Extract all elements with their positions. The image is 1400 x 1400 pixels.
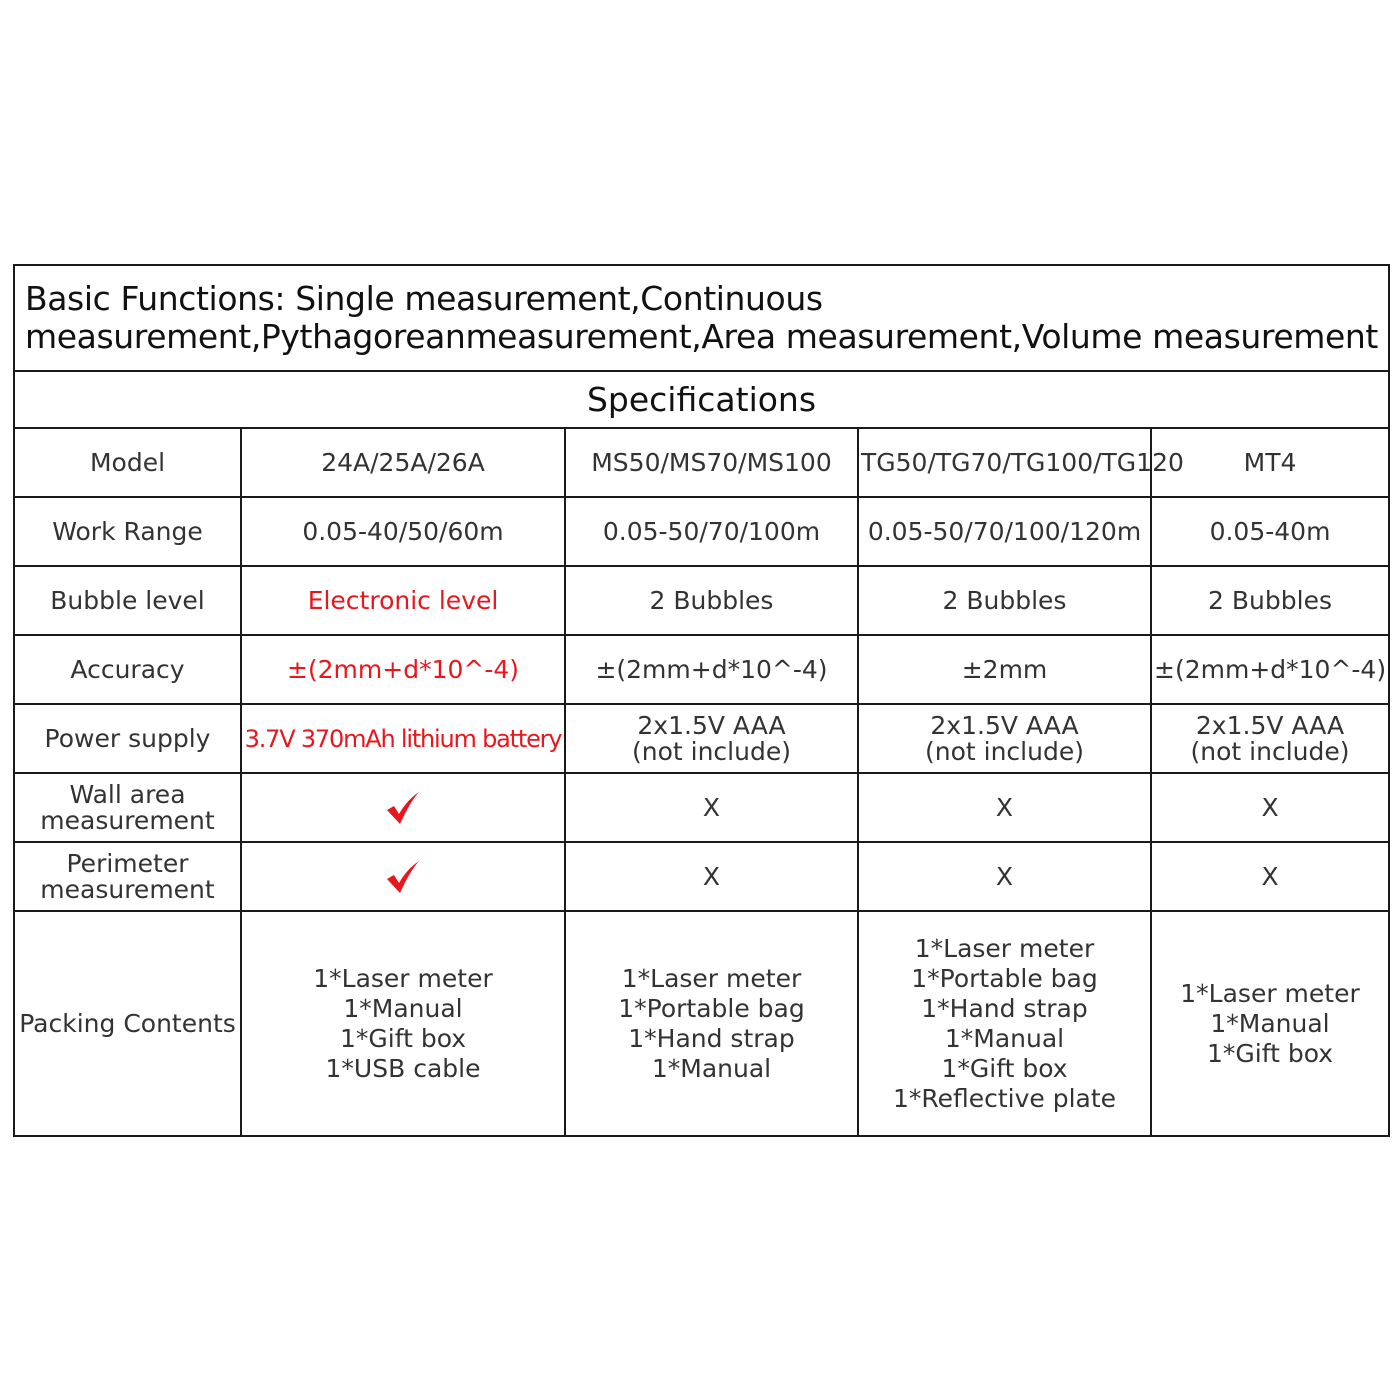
cell-perimeter-mt4: X [1151,842,1389,911]
packing-item: 1*Laser meter [313,963,493,993]
row-label-model: Model [14,428,241,497]
cell-packing-24a [241,911,565,1136]
specifications-title-row [14,371,1389,428]
row-label-wall-area: Wall area measurement [14,773,241,842]
cell-model-tg50: TG50/TG70/TG100/TG120 [858,428,1151,497]
table-row-model [14,428,1389,497]
cell-accuracy-24a: ±(2mm+d*10^-4) [241,635,565,704]
cell-packing-ms50 [565,911,858,1136]
cell-wall-area-mt4: X [1151,773,1389,842]
table-row-work-range [14,497,1389,566]
cell-bubble-level-ms50: 2 Bubbles [565,566,858,635]
row-label-perimeter: Perimeter measurement [14,842,241,911]
packing-item: 1*Manual [651,1053,772,1083]
cell-model-24a: 24A/25A/26A [241,428,565,497]
packing-item: 1*Gift box [339,1023,467,1053]
basic-functions-text: Basic Functions: Single measurement,Continuous measurement,Pythagoreanmeasurement,Area measurement,Volume measurement [14,265,1389,371]
packing-item: 1*Hand strap [921,993,1088,1023]
cell-bubble-level-tg50: 2 Bubbles [858,566,1151,635]
cell-power-supply-24a: 3.7V 370mAh lithium battery [241,704,565,773]
table-row-accuracy [14,635,1389,704]
cell-perimeter-ms50: X [565,842,858,911]
packing-item: 1*Portable bag [618,993,805,1023]
cell-packing-tg50 [858,911,1151,1136]
packing-item: 1*Laser meter [1180,978,1360,1008]
packing-item: 1*USB cable [325,1053,481,1083]
check-icon [241,842,565,911]
cell-wall-area-tg50: X [858,773,1151,842]
check-icon [241,773,565,842]
cell-power-supply-mt4: 2x1.5V AAA (not include) [1151,704,1389,773]
table-row-packing-contents [14,911,1389,1136]
cell-wall-area-ms50: X [565,773,858,842]
row-label-packing-contents: Packing Contents [14,911,241,1136]
packing-item: 1*Manual [944,1023,1065,1053]
cell-work-range-ms50: 0.05-50/70/100m [565,497,858,566]
cell-model-ms50: MS50/MS70/MS100 [565,428,858,497]
cell-bubble-level-mt4: 2 Bubbles [1151,566,1389,635]
packing-item: 1*Gift box [1206,1038,1334,1068]
cell-work-range-24a: 0.05-40/50/60m [241,497,565,566]
row-label-work-range: Work Range [14,497,241,566]
row-label-power-supply: Power supply [14,704,241,773]
cell-accuracy-mt4: ±(2mm+d*10^-4) [1151,635,1389,704]
basic-functions-row [14,265,1389,371]
packing-item: 1*Laser meter [914,933,1095,963]
table-row-perimeter [14,842,1389,911]
packing-item: 1*Manual [343,993,463,1023]
cell-power-supply-ms50: 2x1.5V AAA (not include) [565,704,858,773]
row-label-accuracy: Accuracy [14,635,241,704]
cell-bubble-level-24a: Electronic level [241,566,565,635]
specifications-table [13,264,1390,1137]
cell-work-range-mt4: 0.05-40m [1151,497,1389,566]
cell-perimeter-tg50: X [858,842,1151,911]
specifications-title: Specifications [14,371,1389,428]
table-row-bubble-level [14,566,1389,635]
packing-item: 1*Manual [1210,1008,1330,1038]
cell-accuracy-tg50: ±2mm [858,635,1151,704]
row-label-bubble-level: Bubble level [14,566,241,635]
table-row-wall-area [14,773,1389,842]
packing-item: 1*Reflective plate [892,1083,1117,1113]
check-icon-graphic [385,791,421,825]
cell-packing-mt4 [1151,911,1389,1136]
check-icon-graphic [385,860,421,894]
cell-work-range-tg50: 0.05-50/70/100/120m [858,497,1151,566]
packing-item: 1*Gift box [941,1053,1068,1083]
cell-power-supply-tg50: 2x1.5V AAA (not include) [858,704,1151,773]
packing-item: 1*Portable bag [911,963,1098,993]
packing-item: 1*Laser meter [621,963,802,993]
packing-item: 1*Hand strap [628,1023,795,1053]
table-row-power-supply [14,704,1389,773]
cell-model-mt4: MT4 [1151,428,1389,497]
cell-accuracy-ms50: ±(2mm+d*10^-4) [565,635,858,704]
